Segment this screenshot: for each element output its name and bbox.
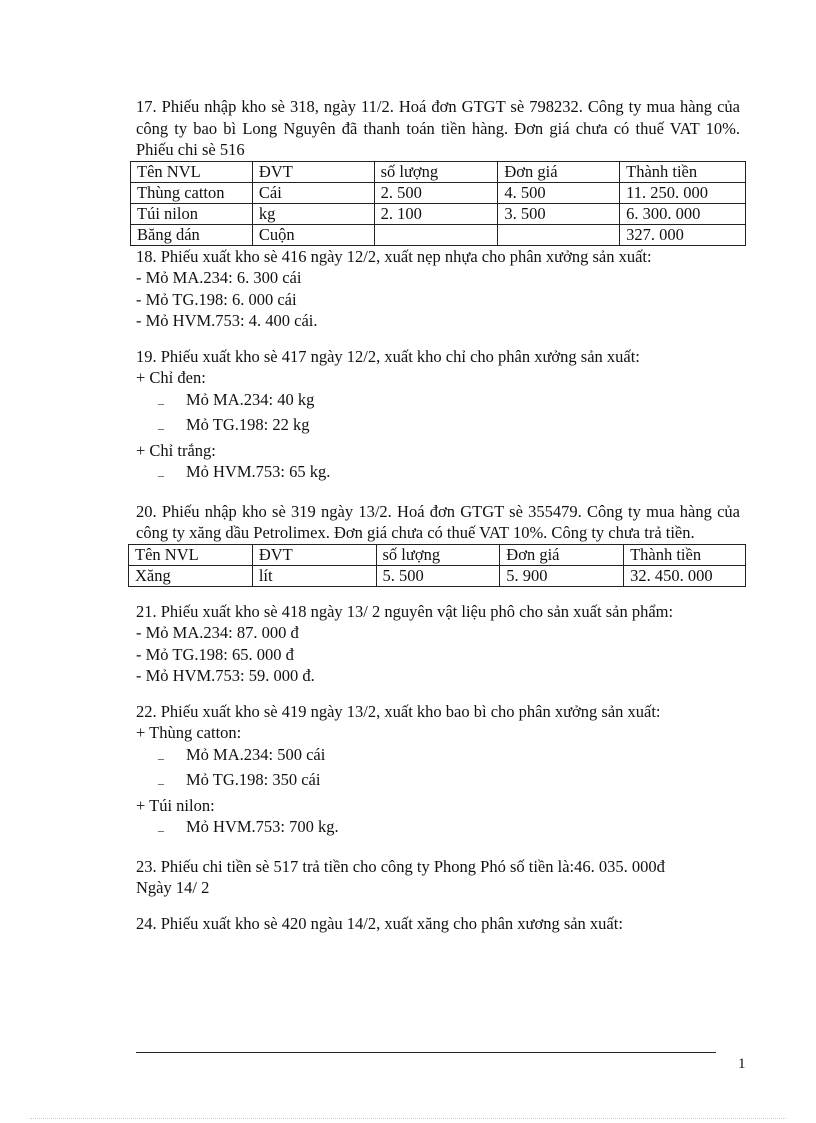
table-cell: Thùng catton: [131, 182, 253, 203]
page-number: 1: [738, 1056, 746, 1072]
dash-bullet-icon: –: [158, 750, 164, 765]
table-cell: 2. 100: [374, 203, 498, 224]
table-header-cell: Thành tiền: [624, 544, 746, 565]
list-item: - Mỏ TG.198: 6. 000 cái: [136, 289, 297, 309]
table-header-cell: Tên NVL: [129, 544, 253, 565]
table-cell: [374, 224, 498, 245]
page-content: [136, 96, 740, 934]
item-17-table: [130, 161, 746, 246]
list-item: – Mỏ TG.198: 22 kg: [158, 414, 740, 440]
table-row: [131, 224, 746, 245]
table-header-row: [129, 544, 746, 565]
table-header-cell: Đơn giá: [500, 544, 624, 565]
list-item: – Mỏ HVM.753: 700 kg.: [158, 816, 740, 842]
group-title: + Chỉ trắng:: [136, 440, 216, 460]
table-cell: 11. 250. 000: [620, 182, 746, 203]
table-header-row: [131, 161, 746, 182]
dash-bullet-icon: –: [158, 823, 164, 837]
item-24-text: 24. Phiếu xuất kho sè 420 ngàu 14/2, xuất xăng cho phân xương sản xuất:: [136, 913, 623, 933]
table-cell: Cuộn: [252, 224, 374, 245]
dash-bullet-icon: –: [158, 468, 164, 482]
table-header-cell: Tên NVL: [131, 161, 253, 182]
list-item: - Mỏ TG.198: 65. 000 đ: [136, 644, 294, 664]
table-cell: Xăng: [129, 565, 253, 586]
item-18-text: 18. Phiếu xuất kho sè 416 ngày 12/2, xuất nẹp nhựa cho phân xưởng sản xuất:: [136, 246, 652, 266]
list-item: - Mỏ MA.234: 6. 300 cái: [136, 268, 302, 287]
group-title: + Thùng catton:: [136, 723, 242, 742]
group-title: + Chỉ đen:: [136, 368, 206, 387]
item-23-text: 23. Phiếu chi tiền sè 517 trả tiền cho công ty Phong Phó số tiền là:46. 035. 000đ: [136, 856, 665, 876]
table-header-cell: ĐVT: [252, 544, 376, 565]
table-row: [129, 565, 746, 586]
dash-bullet-icon: –: [158, 395, 164, 410]
dash-bullet-icon: –: [158, 776, 164, 790]
table-cell: Cái: [252, 182, 374, 203]
item-22-text: 22. Phiếu xuất kho sè 419 ngày 13/2, xuất kho bao bì cho phân xưởng sản xuất:: [136, 701, 661, 721]
table-cell: Túi nilon: [131, 203, 253, 224]
table-header-cell: Đơn giá: [498, 161, 620, 182]
table-row: [131, 182, 746, 203]
table-header-cell: số lượng: [374, 161, 498, 182]
list-item: – Mỏ MA.234: 40 kg: [158, 389, 740, 415]
item-23-date: Ngày 14/ 2: [136, 878, 210, 897]
table-cell: 2. 500: [374, 182, 498, 203]
table-cell: 5. 900: [500, 565, 624, 586]
list-item: – Mỏ MA.234: 500 cái: [158, 744, 740, 770]
footer-rule: [136, 1052, 716, 1053]
table-cell: 6. 300. 000: [620, 203, 746, 224]
group-title: + Túi nilon:: [136, 795, 215, 815]
item-21-text: 21. Phiếu xuất kho sè 418 ngày 13/ 2 nguyên vật liệu phô cho sản xuất sản phẩm:: [136, 601, 674, 621]
table-cell: 4. 500: [498, 182, 620, 203]
table-cell: Băng dán: [131, 224, 253, 245]
table-cell: lít: [252, 565, 376, 586]
dash-bullet-icon: –: [158, 421, 164, 435]
page-break-line: [30, 1118, 786, 1119]
list-item: - Mỏ MA.234: 87. 000 đ: [136, 623, 299, 642]
item-19-text: 19. Phiếu xuất kho sè 417 ngày 12/2, xuất kho chỉ cho phân xưởng sản xuất:: [136, 346, 640, 366]
table-cell: 5. 500: [376, 565, 500, 586]
list-item: - Mỏ HVM.753: 59. 000 đ.: [136, 666, 315, 685]
item-17-text: 17. Phiếu nhập kho sè 318, ngày 11/2. Hoá đơn GTGT sè 798232. Công ty mua hàng của công ty bao bì Long Nguyên đã thanh toán tiền hàng. Đơn giá chưa có thuế VAT 10%. Phiếu chi sè 516: [136, 97, 740, 159]
item-20-text: 20. Phiếu nhập kho sè 319 ngày 13/2. Hoá đơn GTGT sè 355479. Công ty mua hàng của công ty xăng dầu Petrolimex. Đơn giá chưa có thuế VAT 10%. Công ty chưa trả tiền.: [136, 501, 740, 542]
list-item: – Mỏ HVM.753: 65 kg.: [158, 461, 740, 487]
table-cell: 3. 500: [498, 203, 620, 224]
table-header-cell: ĐVT: [252, 161, 374, 182]
table-cell: [498, 224, 620, 245]
list-item: – Mỏ TG.198: 350 cái: [158, 769, 740, 795]
table-cell: 327. 000: [620, 224, 746, 245]
item-20-table: [128, 544, 746, 587]
table-header-cell: số lượng: [376, 544, 500, 565]
table-cell: kg: [252, 203, 374, 224]
table-row: [131, 203, 746, 224]
table-header-cell: Thành tiền: [620, 161, 746, 182]
table-cell: 32. 450. 000: [624, 565, 746, 586]
list-item: - Mỏ HVM.753: 4. 400 cái.: [136, 311, 318, 330]
